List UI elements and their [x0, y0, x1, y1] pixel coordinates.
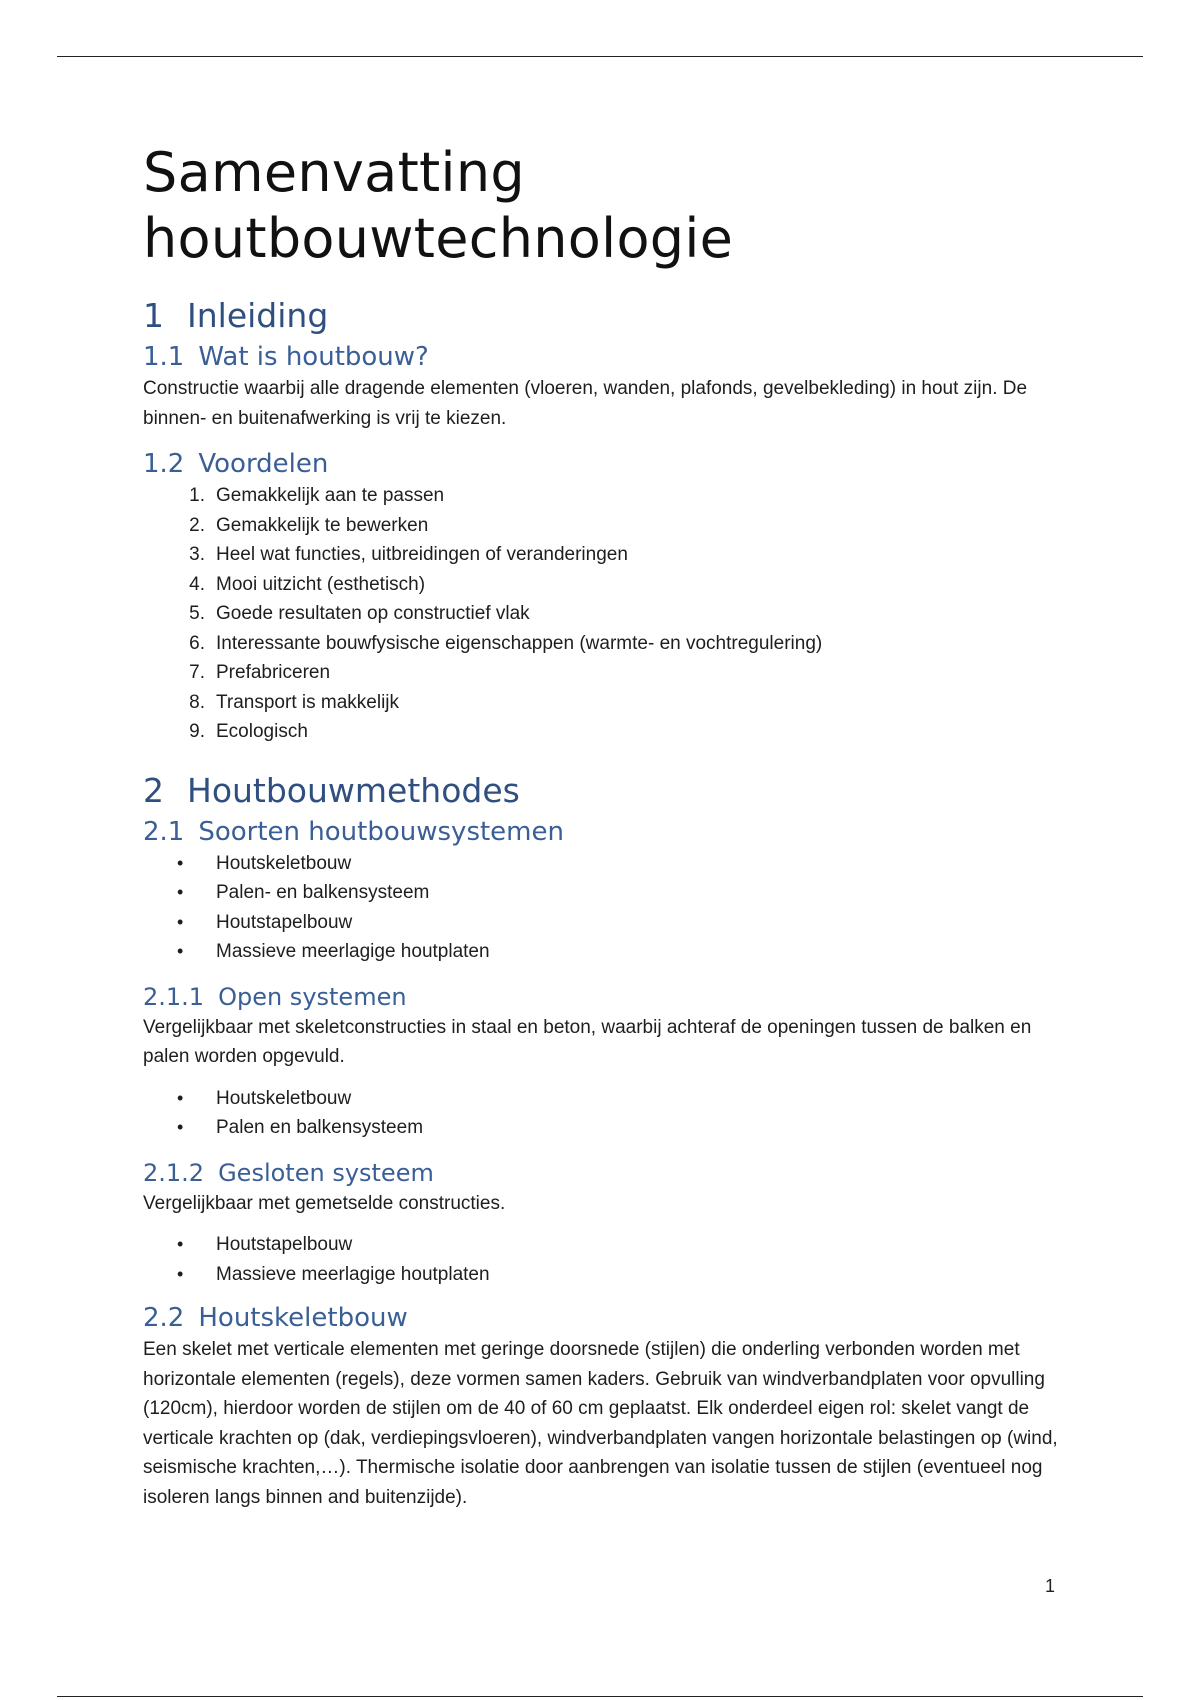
list-item: 2. Gemakkelijk te bewerken	[189, 514, 429, 536]
list-item: 8. Transport is makkelijk	[189, 691, 400, 713]
list-item: • Houtskeletbouw	[177, 1087, 352, 1109]
list-item: • Palen en balkensysteem	[177, 1117, 424, 1138]
document-title: Samenvatting houtbouwtechnologie	[143, 141, 734, 270]
list-item: • Houtstapelbouw	[177, 1234, 353, 1255]
list-item: • Massieve meerlagige houtplaten	[177, 1263, 490, 1285]
gesloten-systeem-list	[143, 1230, 1063, 1289]
list-item: 5. Goede resultaten op constructief vlak	[189, 603, 530, 624]
list-item: 3. Heel wat functies, uitbreidingen of veranderingen	[189, 544, 628, 565]
list-item: • Palen- en balkensysteem	[177, 882, 430, 903]
houtbouwsystemen-list	[143, 849, 1063, 967]
header-rule	[57, 56, 1143, 57]
heading-2-1-2: 2.1.2 Gesloten systeem	[143, 1158, 434, 1187]
list-item: 4. Mooi uitzicht (esthetisch)	[189, 573, 426, 595]
heading-2-houtbouwmethodes: 2 Houtbouwmethodes	[143, 770, 520, 810]
heading-2-1: 2.1 Soorten houtbouwsystemen	[143, 816, 564, 847]
paragraph-open-systemen: Vergelijkbaar met skeletconstructies in staal en beton, waarbij achteraf de openingen tussen de balken en palen worden opgevuld.	[143, 1016, 1032, 1067]
heading-1-2: 1.2 Voordelen	[143, 449, 329, 479]
voordelen-list	[143, 481, 1063, 747]
paragraph-houtskeletbouw: Een skelet met verticale elementen met geringe doorsnede (stijlen) die onderling verbonden worden met horizontale elementen (regels), deze vormen samen kaders. Gebruik van windverbandplaten voor opvulling (120cm), hierdoor worden de stijlen om de 40 of 60 cm geplaatst. Elk onderdeel eigen rol: skelet vangt de verticale krachten op (dak, verdiepingsvloeren), windverbandplaten vangen horizontale belastingen op (wind, seismische krachten,…). Thermische isolatie door aanbrengen van isolatie tussen de stijlen (eventueel nog isoleren langs binnen and buitenzijde).	[143, 1339, 1058, 1508]
list-item: 1. Gemakkelijk aan te passen	[189, 485, 445, 506]
heading-1-1: 1.1 Wat is houtbouw?	[143, 342, 429, 372]
open-systemen-list	[143, 1084, 1063, 1143]
list-item: 7. Prefabriceren	[189, 662, 331, 683]
heading-1-inleiding: 1 Inleiding	[143, 296, 329, 335]
document-page	[143, 140, 1063, 1512]
list-item: 9. Ecologisch	[189, 721, 308, 742]
list-item: 6. Interessante bouwfysische eigenschappen (warmte- en vochtregulering)	[189, 632, 823, 654]
list-item: • Massieve meerlagige houtplaten	[177, 941, 490, 962]
paragraph-wat-is-houtbouw: Constructie waarbij alle dragende elementen (vloeren, wanden, plafonds, gevelbekleding) in hout zijn. De binnen- en buitenafwerking is vrij te kiezen.	[143, 378, 1028, 429]
footer-rule	[57, 1696, 1143, 1697]
heading-2-2: 2.2 Houtskeletbouw	[143, 1303, 408, 1333]
page-number: 1	[1045, 1576, 1056, 1596]
heading-2-1-1: 2.1.1 Open systemen	[143, 982, 407, 1011]
list-item: • Houtskeletbouw	[177, 852, 352, 874]
list-item: • Houtstapelbouw	[177, 911, 353, 933]
paragraph-gesloten-systeem: Vergelijkbaar met gemetselde constructies.	[143, 1192, 506, 1214]
